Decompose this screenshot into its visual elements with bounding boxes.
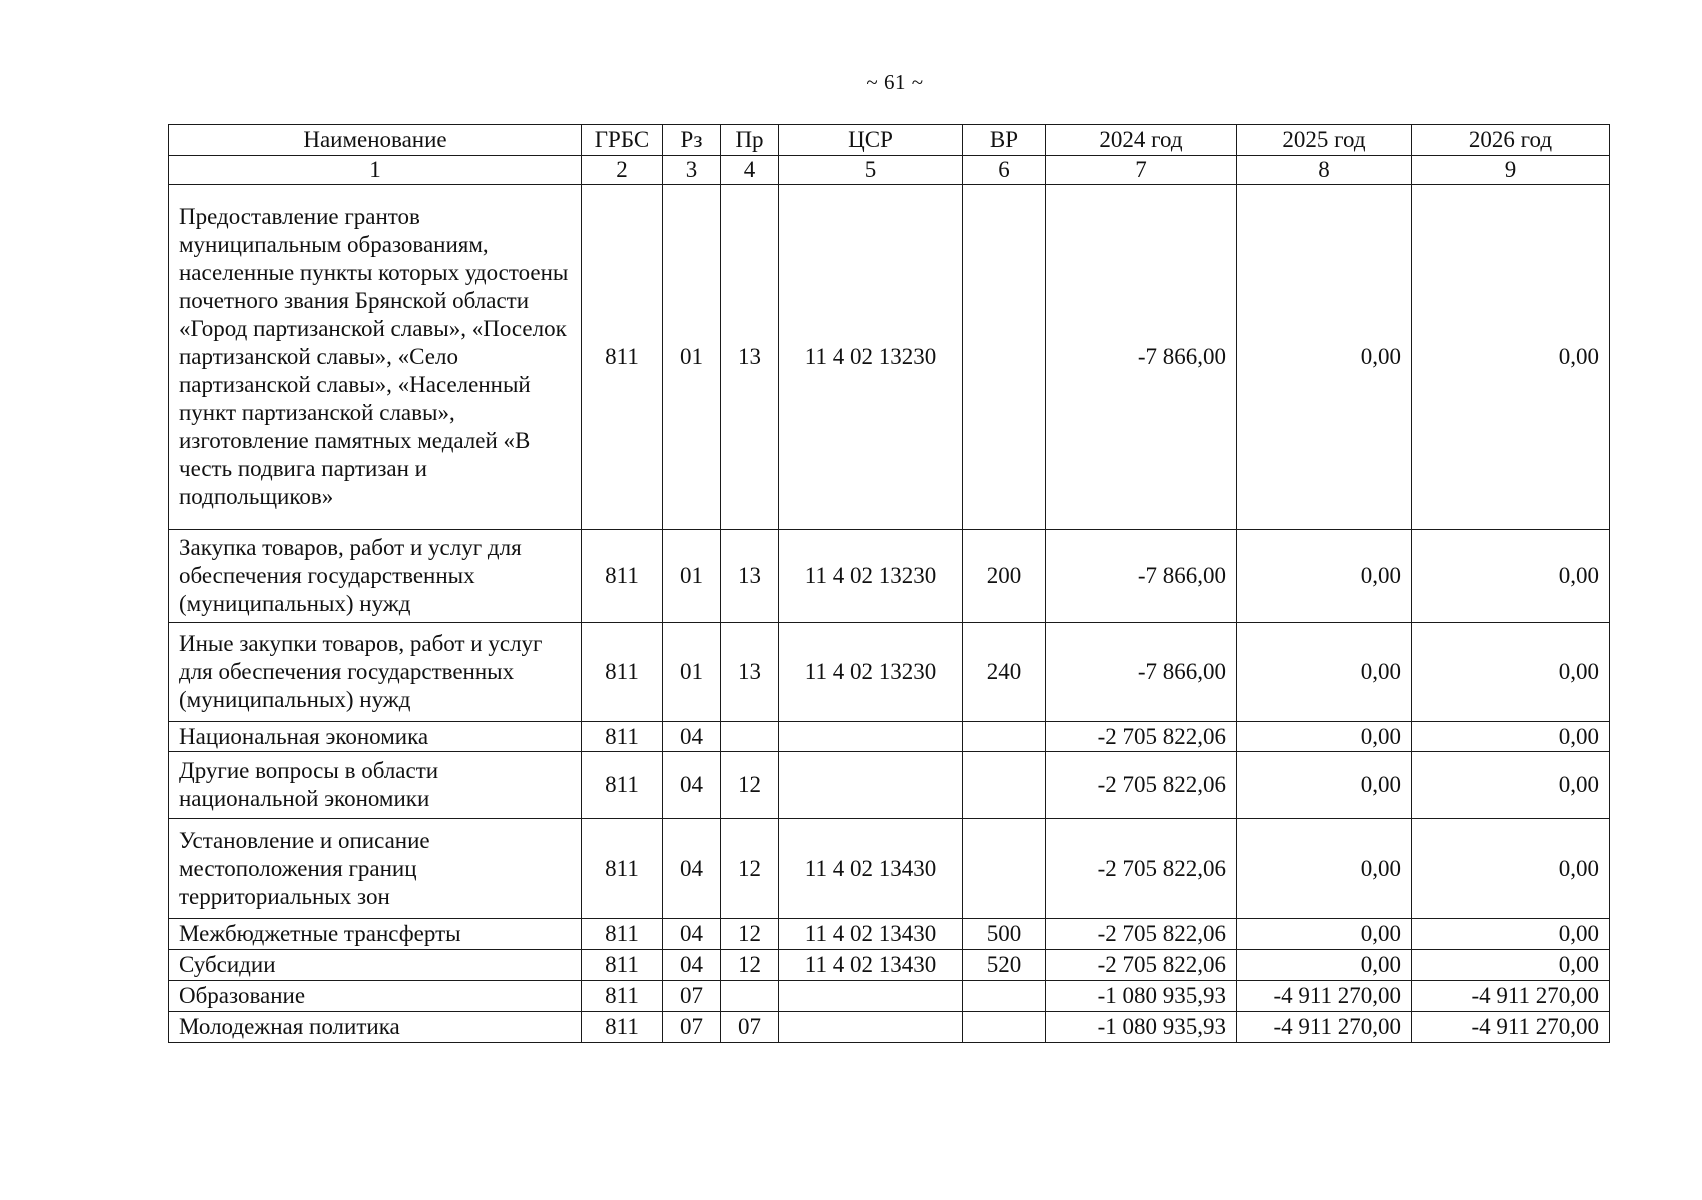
row-2025: 0,00 xyxy=(1237,919,1412,950)
row-2024: -2 705 822,06 xyxy=(1046,722,1237,752)
header-name: Наименование xyxy=(169,125,582,156)
row-rz: 07 xyxy=(663,981,721,1012)
column-number: 3 xyxy=(663,156,721,185)
row-rz: 07 xyxy=(663,1012,721,1043)
table-row xyxy=(169,950,1610,981)
row-name: Установление и описание местоположения границ территориальных зон xyxy=(169,819,582,919)
row-pr: 12 xyxy=(721,752,779,819)
row-name: Предоставление грантов муниципальным образованиям, населенные пункты которых удостоены почетного звания Брянской области «Город партизанской славы», «Поселок партизанской славы», «Село партизанской славы», «Населенный пункт партизанской славы», изготовление памятных медалей «В честь подвига партизан и подпольщиков» xyxy=(169,185,582,530)
row-grbs: 811 xyxy=(582,530,663,623)
row-csr: 11 4 02 13230 xyxy=(779,530,963,623)
row-2026: 0,00 xyxy=(1412,819,1610,919)
row-2025: 0,00 xyxy=(1237,722,1412,752)
column-number-row xyxy=(169,156,1610,185)
row-pr: 12 xyxy=(721,919,779,950)
row-2024: -2 705 822,06 xyxy=(1046,919,1237,950)
row-vr: 240 xyxy=(963,623,1046,722)
row-vr xyxy=(963,752,1046,819)
header-pr: Пр xyxy=(721,125,779,156)
column-number: 2 xyxy=(582,156,663,185)
table-row xyxy=(169,623,1610,722)
row-csr xyxy=(779,1012,963,1043)
row-2024: -2 705 822,06 xyxy=(1046,752,1237,819)
row-csr: 11 4 02 13430 xyxy=(779,919,963,950)
column-number: 9 xyxy=(1412,156,1610,185)
row-csr: 11 4 02 13430 xyxy=(779,819,963,919)
row-name: Субсидии xyxy=(169,950,582,981)
row-csr xyxy=(779,752,963,819)
row-name: Закупка товаров, работ и услуг для обеспечения государственных (муниципальных) нужд xyxy=(169,530,582,623)
row-2024: -1 080 935,93 xyxy=(1046,981,1237,1012)
row-rz: 04 xyxy=(663,950,721,981)
row-rz: 01 xyxy=(663,623,721,722)
header-2026: 2026 год xyxy=(1412,125,1610,156)
row-2025: 0,00 xyxy=(1237,185,1412,530)
row-pr: 13 xyxy=(721,623,779,722)
header-row xyxy=(169,125,1610,156)
row-rz: 04 xyxy=(663,752,721,819)
row-grbs: 811 xyxy=(582,722,663,752)
row-grbs: 811 xyxy=(582,623,663,722)
row-vr: 500 xyxy=(963,919,1046,950)
row-csr: 11 4 02 13230 xyxy=(779,185,963,530)
row-2024: -2 705 822,06 xyxy=(1046,819,1237,919)
table-row xyxy=(169,819,1610,919)
row-pr: 13 xyxy=(721,185,779,530)
row-2025: 0,00 xyxy=(1237,950,1412,981)
column-number: 6 xyxy=(963,156,1046,185)
row-pr xyxy=(721,722,779,752)
row-pr xyxy=(721,981,779,1012)
header-vr: ВР xyxy=(963,125,1046,156)
row-2024: -7 866,00 xyxy=(1046,185,1237,530)
row-2026: -4 911 270,00 xyxy=(1412,1012,1610,1043)
row-vr: 200 xyxy=(963,530,1046,623)
row-2026: 0,00 xyxy=(1412,722,1610,752)
row-2026: 0,00 xyxy=(1412,530,1610,623)
column-number: 7 xyxy=(1046,156,1237,185)
row-pr: 13 xyxy=(721,530,779,623)
row-grbs: 811 xyxy=(582,919,663,950)
row-pr: 12 xyxy=(721,819,779,919)
header-rz: Рз xyxy=(663,125,721,156)
row-2025: 0,00 xyxy=(1237,530,1412,623)
table-row xyxy=(169,1012,1610,1043)
row-2024: -1 080 935,93 xyxy=(1046,1012,1237,1043)
table-row xyxy=(169,185,1610,530)
row-2025: 0,00 xyxy=(1237,623,1412,722)
table-row xyxy=(169,919,1610,950)
row-pr: 07 xyxy=(721,1012,779,1043)
header-grbs: ГРБС xyxy=(582,125,663,156)
header-2024: 2024 год xyxy=(1046,125,1237,156)
row-rz: 04 xyxy=(663,919,721,950)
row-name: Национальная экономика xyxy=(169,722,582,752)
row-grbs: 811 xyxy=(582,752,663,819)
row-2026: 0,00 xyxy=(1412,919,1610,950)
row-vr xyxy=(963,185,1046,530)
row-2024: -2 705 822,06 xyxy=(1046,950,1237,981)
row-vr xyxy=(963,819,1046,919)
row-2025: 0,00 xyxy=(1237,752,1412,819)
row-pr: 12 xyxy=(721,950,779,981)
row-rz: 04 xyxy=(663,819,721,919)
budget-table xyxy=(168,124,1610,1043)
row-2026: 0,00 xyxy=(1412,623,1610,722)
row-rz: 01 xyxy=(663,185,721,530)
table-row xyxy=(169,722,1610,752)
column-number: 4 xyxy=(721,156,779,185)
row-grbs: 811 xyxy=(582,1012,663,1043)
column-number: 1 xyxy=(169,156,582,185)
table-row xyxy=(169,752,1610,819)
row-rz: 01 xyxy=(663,530,721,623)
header-csr: ЦСР xyxy=(779,125,963,156)
row-name: Образование xyxy=(169,981,582,1012)
row-csr xyxy=(779,981,963,1012)
page-number: ~ 61 ~ xyxy=(866,70,924,94)
row-2026: 0,00 xyxy=(1412,950,1610,981)
column-number: 5 xyxy=(779,156,963,185)
row-name: Межбюджетные трансферты xyxy=(169,919,582,950)
row-2026: 0,00 xyxy=(1412,752,1610,819)
table-row xyxy=(169,981,1610,1012)
row-2025: 0,00 xyxy=(1237,819,1412,919)
header-2025: 2025 год xyxy=(1237,125,1412,156)
row-grbs: 811 xyxy=(582,981,663,1012)
row-2024: -7 866,00 xyxy=(1046,530,1237,623)
row-csr xyxy=(779,722,963,752)
row-grbs: 811 xyxy=(582,185,663,530)
column-number: 8 xyxy=(1237,156,1412,185)
row-name: Молодежная политика xyxy=(169,1012,582,1043)
table-row xyxy=(169,530,1610,623)
row-grbs: 811 xyxy=(582,819,663,919)
row-2025: -4 911 270,00 xyxy=(1237,1012,1412,1043)
row-2026: 0,00 xyxy=(1412,185,1610,530)
row-vr xyxy=(963,981,1046,1012)
row-name: Иные закупки товаров, работ и услуг для обеспечения государственных (муниципальных) нужд xyxy=(169,623,582,722)
row-rz: 04 xyxy=(663,722,721,752)
row-grbs: 811 xyxy=(582,950,663,981)
row-csr: 11 4 02 13230 xyxy=(779,623,963,722)
row-2026: -4 911 270,00 xyxy=(1412,981,1610,1012)
row-2025: -4 911 270,00 xyxy=(1237,981,1412,1012)
row-csr: 11 4 02 13430 xyxy=(779,950,963,981)
row-2024: -7 866,00 xyxy=(1046,623,1237,722)
row-vr xyxy=(963,1012,1046,1043)
row-vr: 520 xyxy=(963,950,1046,981)
row-vr xyxy=(963,722,1046,752)
row-name: Другие вопросы в области национальной экономики xyxy=(169,752,582,819)
